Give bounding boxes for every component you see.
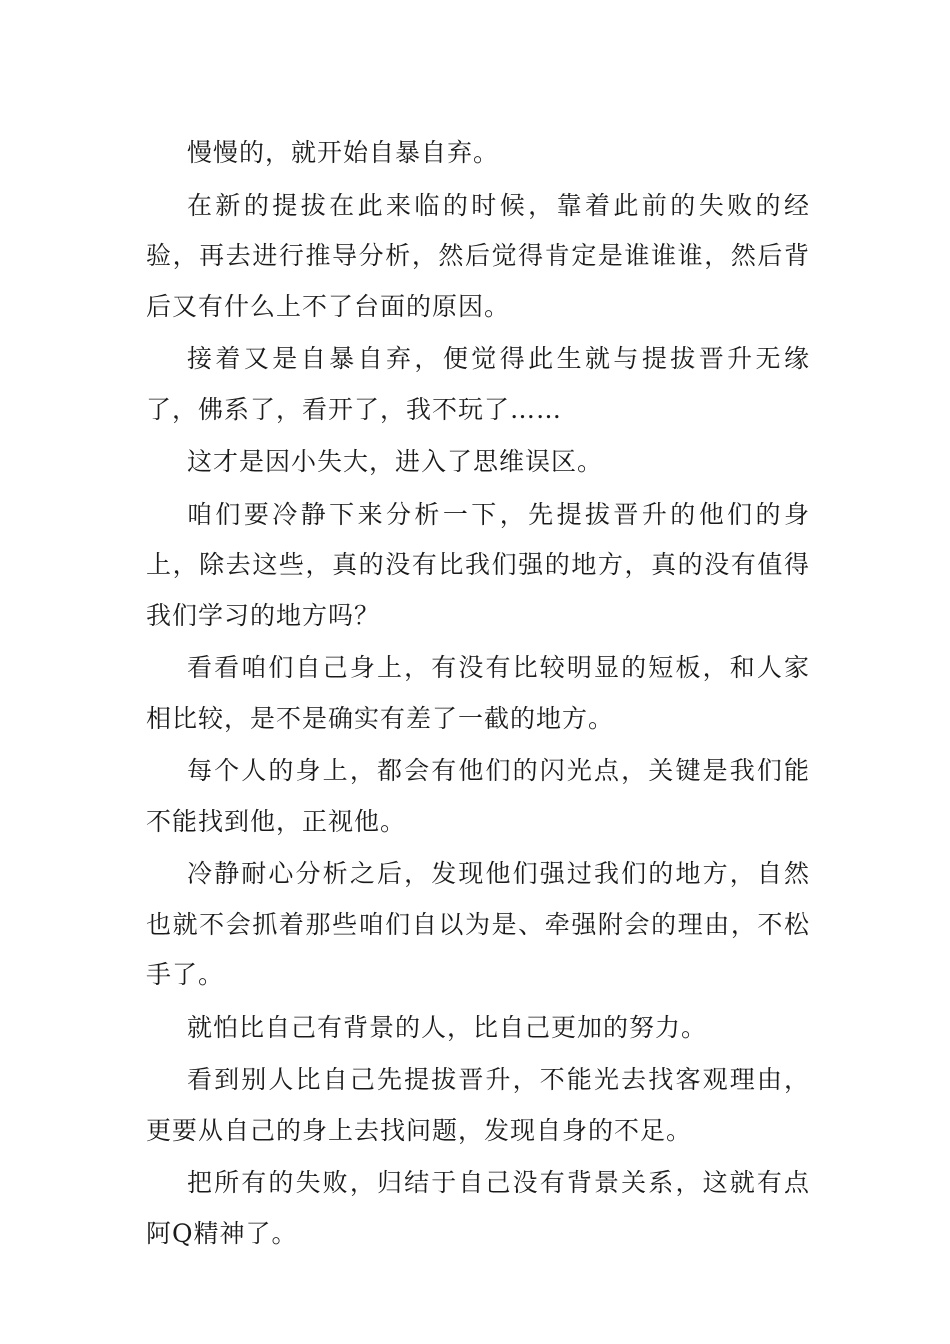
paragraph: 把所有的失败，归结于自己没有背景关系，这就有点阿Q精神了。: [146, 1168, 810, 1248]
paragraph: 接着又是自暴自弃，便觉得此生就与提拔晋升无缘了，佛系了，看开了，我不玩了……: [146, 344, 810, 424]
document-body: [146, 128, 810, 1261]
paragraph: 看到别人比自己先提拔晋升，不能光去找客观理由，更要从自己的身上去找问题，发现自身的不足。: [146, 1065, 810, 1145]
paragraph: 咱们要冷静下来分析一下，先提拔晋升的他们的身上，除去这些，真的没有比我们强的地方，真的没有值得我们学习的地方吗？: [146, 499, 810, 630]
paragraph: 这才是因小失大，进入了思维误区。: [187, 447, 604, 476]
paragraph: 看看咱们自己身上，有没有比较明显的短板，和人家相比较，是不是确实有差了一截的地方。: [146, 653, 810, 733]
paragraph: 慢慢的，就开始自暴自弃。: [187, 138, 500, 167]
paragraph: 每个人的身上，都会有他们的闪光点，关键是我们能不能找到他，正视他。: [146, 756, 810, 836]
paragraph: 在新的提拔在此来临的时候，靠着此前的失败的经验，再去进行推导分析，然后觉得肯定是谁谁谁，然后背后又有什么上不了台面的原因。: [146, 190, 810, 321]
paragraph: 就怕比自己有背景的人，比自己更加的努力。: [187, 1012, 708, 1042]
paragraph: 冷静耐心分析之后，发现他们强过我们的地方，自然也就不会抓着那些咱们自以为是、牵强附会的理由，不松手了。: [146, 859, 810, 989]
